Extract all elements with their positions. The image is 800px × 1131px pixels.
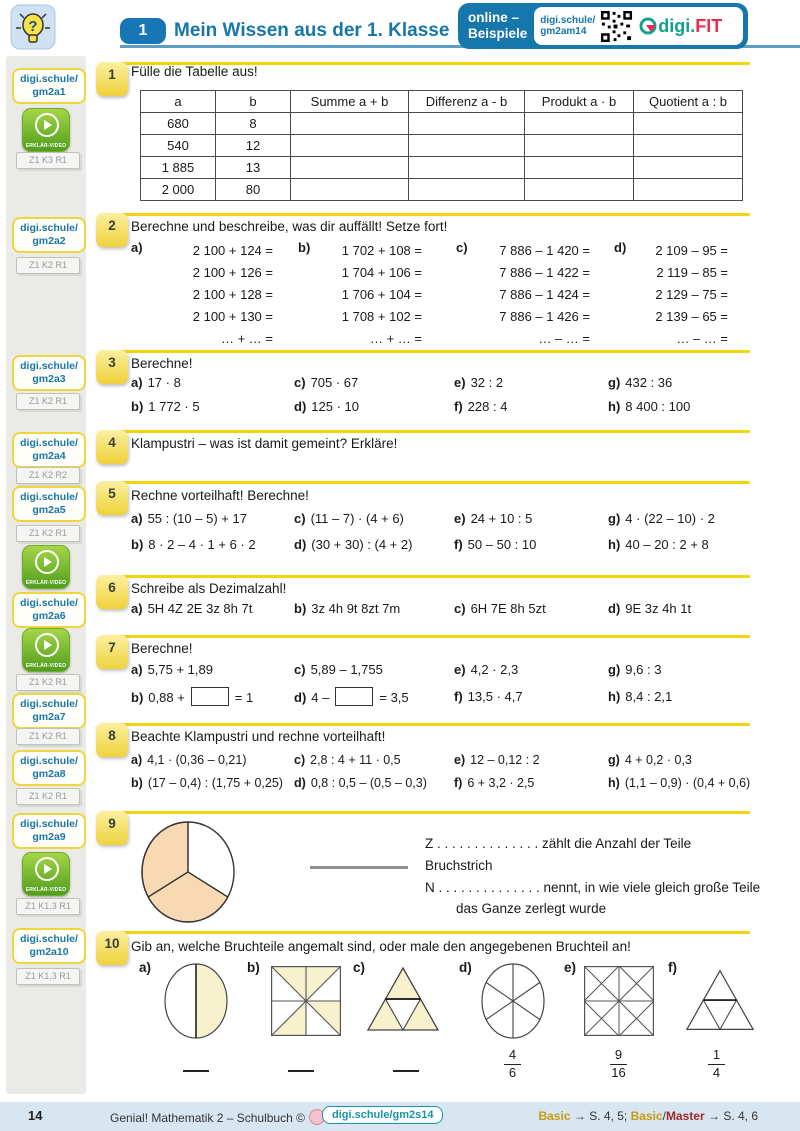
fraction-shape-square-sixteenths: [584, 966, 654, 1036]
separator: [102, 430, 750, 433]
task-item: c) (11 – 7) · (4 + 6): [294, 511, 404, 526]
digifit-e-icon: [638, 16, 658, 36]
play-icon: [35, 113, 59, 137]
table-cell-empty: [409, 179, 525, 201]
task-item: c) 2,8 : 4 + 11 · 0,5: [294, 753, 401, 767]
task-item: d) 125 · 10: [294, 399, 359, 414]
task-item: d) 0,8 : 0,5 – (0,5 – 0,3): [294, 776, 427, 790]
sidebar-link-gm2a7[interactable]: digi.schule/ gm2a7: [12, 693, 86, 729]
online-examples-label: online – Beispiele: [468, 9, 528, 41]
task-item: a) 5,75 + 1,89: [131, 662, 213, 677]
competency-code-10: Z1 K1,3 R1: [16, 968, 80, 985]
exercise-10-badge: 10: [96, 931, 128, 965]
competency-code-3: Z1 K2 R1: [16, 393, 80, 410]
table-cell-empty: [525, 157, 634, 179]
exercise-2-prompt: Berechne und beschreibe, was dir auffällt! Setze fort!: [131, 219, 448, 234]
separator: [102, 931, 750, 934]
competency-code-8: Z1 K2 R1: [16, 788, 80, 805]
play-icon: [35, 633, 59, 657]
task-item: b) 3z 4h 9t 8zt 7m: [294, 601, 401, 616]
task-item: b) (17 – 0,4) : (1,75 + 0,25): [131, 776, 283, 790]
exercise-10-prompt: Gib an, welche Bruchteile angemalt sind, oder male den angegebenen Bruchteil an!: [131, 939, 631, 954]
erklaer-video-button-2[interactable]: ERKLÄR-VIDEO: [22, 545, 70, 589]
table-cell-empty: [525, 113, 634, 135]
answer-box: [335, 687, 373, 706]
exercise-7-badge: 7: [96, 635, 128, 669]
task-item: e) 32 : 2: [454, 375, 504, 390]
task-item: d) (30 + 30) : (4 + 2): [294, 537, 413, 552]
sidebar-link-gm2a9[interactable]: digi.schule/ gm2a9: [12, 813, 86, 849]
task-item: a) 55 : (10 – 5) + 17: [131, 511, 247, 526]
separator: [102, 213, 750, 216]
table-cell-empty: [525, 179, 634, 201]
exercise-8-badge: 8: [96, 723, 128, 757]
page-title: Mein Wissen aus der 1. Klasse: [174, 20, 450, 41]
denominator-legend: N . . . . . . . . . . . . . . nennt, in wie viele gleich große Teile: [425, 880, 761, 895]
sidebar-link-gm2a1[interactable]: digi.schule/ gm2a1: [12, 68, 86, 104]
online-link-panel: [534, 7, 743, 45]
thirds-pie-diagram: [140, 820, 236, 926]
task-item: c) 705 · 67: [294, 375, 359, 390]
table-cell-empty: [409, 157, 525, 179]
task-item: d) 9E 3z 4h 1t: [608, 601, 692, 616]
online-link[interactable]: digi.schule/ gm2am14: [540, 14, 596, 37]
erklaer-video-button-4[interactable]: ERKLÄR-VIDEO: [22, 852, 70, 896]
separator: [102, 811, 750, 814]
task-item: a) 5H 4Z 2E 3z 8h 7t: [131, 601, 253, 616]
sidebar-link-gm2a8[interactable]: digi.schule/ gm2a8: [12, 750, 86, 786]
exercise-9-badge: 9: [96, 811, 128, 845]
task-item: c) 6H 7E 8h 5zt: [454, 601, 546, 616]
table-row: 2 000 80: [141, 179, 743, 201]
erklaer-video-button-3[interactable]: ERKLÄR-VIDEO: [22, 628, 70, 672]
exercise-5-items: [131, 511, 757, 552]
separator: [102, 635, 750, 638]
task-item: f) 228 : 4: [454, 399, 508, 414]
task-item: g) 9,6 : 3: [608, 662, 662, 677]
competency-code-5: Z1 K2 R1: [16, 525, 80, 542]
fraction-shape-triangle-quarters-blank: [685, 968, 755, 1034]
exercise-6-items: [131, 601, 757, 616]
exercise-3-prompt: Berechne!: [131, 356, 193, 371]
table-cell-empty: [291, 179, 409, 201]
table-cell-empty: [409, 135, 525, 157]
book-title: Genial! Mathematik 2 – Schulbuch ©: [110, 1109, 325, 1125]
page-number: 14: [28, 1108, 43, 1123]
task-item: h) (1,1 – 0,9) · (0,4 + 0,6): [608, 776, 751, 790]
task-item: c) 5,89 – 1,755: [294, 662, 383, 677]
task-item-with-box: d) 4 – = 3,5: [294, 687, 454, 706]
play-icon: [35, 857, 59, 881]
task-item: f) 50 – 50 : 10: [454, 537, 537, 552]
task-item: g) 432 : 36: [608, 375, 673, 390]
shape-label-b: b): [247, 960, 260, 975]
exercise-6-prompt: Schreibe als Dezimalzahl!: [131, 581, 287, 596]
table-cell-empty: [634, 179, 743, 201]
sidebar-link-gm2a2[interactable]: digi.schule/ gm2a2: [12, 217, 86, 253]
table-cell-empty: [291, 157, 409, 179]
competency-code-9: Z1 K1,3 R1: [16, 898, 80, 915]
exercise-3-badge: 3: [96, 350, 128, 384]
separator: [102, 350, 750, 353]
level-references: Basic → S. 4, 5; Basic/Master → S. 4, 6: [538, 1109, 758, 1123]
task-item: e) 24 + 10 : 5: [454, 511, 533, 526]
task-item: a) 17 · 8: [131, 375, 181, 390]
competency-code-1: Z1 K3 R1: [16, 152, 80, 169]
task-item: f) 6 + 3,2 · 2,5: [454, 776, 535, 790]
exercise-6-badge: 6: [96, 575, 128, 609]
exercise-2-column-b: b) 1 702 + 108 = 1 704 + 106 = 1 706 + 104 = 1 708 + 102 = … + … =: [298, 240, 422, 346]
lightbulb-icon: [10, 4, 56, 50]
sidebar-link-gm2a3[interactable]: digi.schule/ gm2a3: [12, 355, 86, 391]
exercise-7-items: [131, 662, 757, 706]
fraction-shape-circle-half: [163, 962, 229, 1040]
fraction-bar-line: [310, 866, 408, 869]
exercise-2-column-c: c) 7 886 – 1 420 = 7 886 – 1 422 = 7 886 – 1 424 = 7 886 – 1 426 = … – … =: [456, 240, 590, 346]
separator: [102, 481, 750, 484]
exercise-1-prompt: Fülle die Tabelle aus!: [131, 64, 258, 79]
task-item-with-box: b) 0,88 + = 1: [131, 687, 294, 706]
table-cell-empty: [525, 135, 634, 157]
separator: [102, 575, 750, 578]
task-item: h) 40 – 20 : 2 + 8: [608, 537, 709, 552]
exercise-5-badge: 5: [96, 481, 128, 515]
separator: [102, 723, 750, 726]
competency-code-4: Z1 K2 R2: [16, 467, 80, 484]
fraction-shape-square-eighths: [271, 966, 341, 1036]
online-examples-box: [458, 3, 748, 49]
exercise-4-badge: 4: [96, 430, 128, 464]
fraction-4-6: 4 6: [504, 1048, 521, 1081]
sidebar-link-gm2a10[interactable]: digi.schule/ gm2a10: [12, 928, 86, 964]
exercise-4-prompt: Klampustri – was ist damit gemeint? Erkläre!: [131, 436, 398, 451]
task-item: a) 4,1 · (0,36 – 0,21): [131, 753, 247, 767]
competency-code-6: Z1 K2 R1: [16, 674, 80, 691]
table-cell-empty: [634, 113, 743, 135]
exercise-2-badge: 2: [96, 213, 128, 247]
sidebar-link-gm2a4[interactable]: digi.schule/ gm2a4: [12, 432, 86, 468]
digifit-logo: digi. FIT: [638, 16, 722, 37]
exercise-8-items: [131, 753, 757, 790]
task-item: h) 8 400 : 100: [608, 399, 691, 414]
task-item: g) 4 + 0,2 · 0,3: [608, 753, 692, 767]
task-item: h) 8,4 : 2,1: [608, 689, 673, 704]
sidebar-link-gm2a5[interactable]: digi.schule/ gm2a5: [12, 486, 86, 522]
shape-label-f: f): [668, 960, 677, 975]
table-row: 540 12: [141, 135, 743, 157]
answer-box: [191, 687, 229, 706]
fraction-shape-circle-sixths: [480, 962, 546, 1040]
answer-blank-b: [288, 1070, 314, 1072]
shape-label-d: d): [459, 960, 472, 975]
exercise-2-column-a: a) 2 100 + 124 = 2 100 + 126 = 2 100 + 128 = 2 100 + 130 = … + … =: [131, 240, 273, 346]
table-cell-empty: [291, 113, 409, 135]
lesson-number-badge: 1: [120, 18, 166, 44]
table-header-row: a b Summe a + b Differenz a - b Produkt a · b Quotient a : b: [141, 91, 743, 113]
exercise-1-table: [140, 90, 743, 201]
exercise-3-items: [131, 375, 757, 414]
exercise-5-prompt: Rechne vorteilhaft! Berechne!: [131, 488, 309, 503]
table-cell-empty: [409, 113, 525, 135]
qr-code[interactable]: [600, 10, 633, 43]
shape-label-c: c): [353, 960, 366, 975]
answer-blank-c: [393, 1070, 419, 1072]
competency-code-7: Z1 K2 R1: [16, 728, 80, 745]
exercise-7-prompt: Berechne!: [131, 641, 193, 656]
footer-link[interactable]: digi.schule/gm2s14: [322, 1106, 443, 1124]
play-icon: [35, 550, 59, 574]
task-item: e) 4,2 · 2,3: [454, 662, 519, 677]
table-cell-empty: [291, 135, 409, 157]
table-cell-empty: [634, 135, 743, 157]
fraction-shape-triangle-quarters: [366, 966, 440, 1034]
table-row: 680 8: [141, 113, 743, 135]
answer-blank-a: [183, 1070, 209, 1072]
erklaer-video-button-1[interactable]: ERKLÄR-VIDEO: [22, 108, 70, 152]
table-cell-empty: [634, 157, 743, 179]
shape-label-e: e): [564, 960, 577, 975]
exercise-2-column-d: d) 2 109 – 95 = 2 119 – 85 = 2 129 – 75 = 2 139 – 65 = … – … =: [614, 240, 728, 346]
task-item: e) 12 – 0,12 : 2: [454, 753, 540, 767]
sidebar-link-gm2a6[interactable]: digi.schule/ gm2a6: [12, 592, 86, 628]
table-row: 1 885 13: [141, 157, 743, 179]
task-item: f) 13,5 · 4,7: [454, 689, 523, 704]
exercise-1-badge: 1: [96, 62, 128, 96]
fraction-1-4: 1 4: [708, 1048, 725, 1081]
shape-label-a: a): [139, 960, 152, 975]
fraction-bar-legend: Bruchstrich: [425, 858, 493, 873]
exercise-8-prompt: Beachte Klampustri und rechne vorteilhaft!: [131, 729, 386, 744]
denominator-legend-2: das Ganze zerlegt wurde: [456, 901, 607, 916]
task-item: b) 8 · 2 – 4 · 1 + 6 · 2: [131, 537, 256, 552]
task-item: b) 1 772 · 5: [131, 399, 200, 414]
svg-text:?: ?: [28, 18, 38, 35]
task-item: g) 4 · (22 – 10) · 2: [608, 511, 715, 526]
numerator-legend: Z . . . . . . . . . . . . . . zählt die Anzahl der Teile: [425, 836, 692, 851]
fraction-9-16: 9 16: [611, 1047, 626, 1081]
competency-code-2: Z1 K2 R1: [16, 257, 80, 274]
